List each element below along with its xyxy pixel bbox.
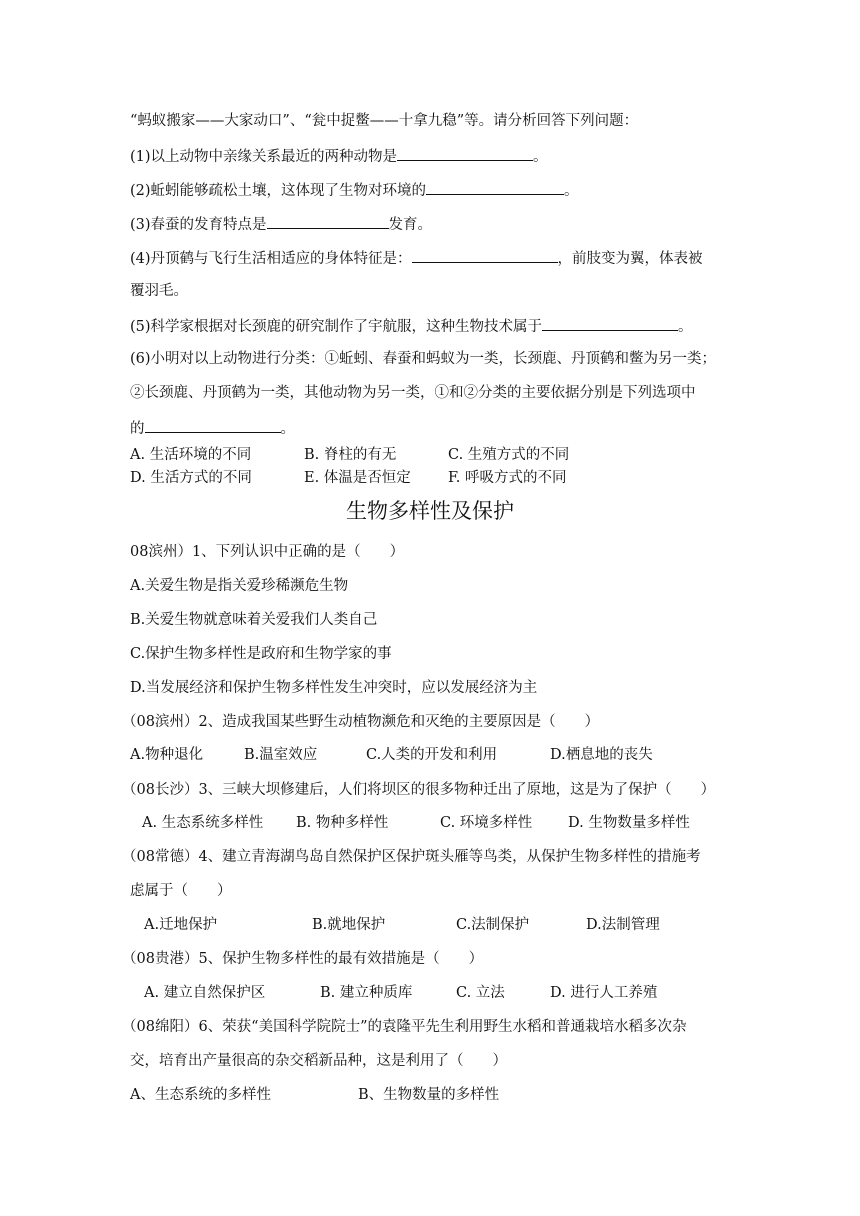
q6-option-b: B. 脊柱的有无 <box>304 447 397 463</box>
s1-option-a: A.关爱生物是指关爱珍稀濒危生物 <box>130 578 349 594</box>
question-2-end: 。 <box>564 183 579 199</box>
s5-option-b: B. 建立种质库 <box>320 985 413 1001</box>
s5-option-c: C. 立法 <box>456 985 505 1001</box>
s1-option-c: C.保护生物多样性是政府和生物学家的事 <box>130 646 392 662</box>
section-title: 生物多样性及保护 <box>346 499 514 523</box>
question-6-text: 的 <box>130 421 145 437</box>
answer-blank-6[interactable] <box>145 418 281 433</box>
question-1 <box>130 146 548 166</box>
s4-option-c: C.法制保护 <box>456 917 530 933</box>
s2-option-d: D.栖息地的丧失 <box>550 747 653 763</box>
s4-option-a: A.迁地保护 <box>144 917 218 933</box>
q6-option-e: E. 体温是否恒定 <box>304 470 411 486</box>
q6-option-c: C. 生殖方式的不同 <box>448 447 570 463</box>
answer-blank-5[interactable] <box>542 316 678 331</box>
question-4-text-cont: ，前肢变为翼，体表被 <box>557 251 703 267</box>
s3-stem: （08长沙）3、三峡大坝修建后，人们将坝区的很多物种迁出了原地，这是为了保护（ ） <box>122 782 716 798</box>
answer-blank-1[interactable] <box>397 146 533 161</box>
s3-option-b: B. 物种多样性 <box>296 815 389 831</box>
q6-option-f: F. 呼吸方式的不同 <box>448 470 567 486</box>
s2-stem: （08滨州）2、造成我国某些野生动植物濒危和灭绝的主要原因是（ ） <box>122 714 600 730</box>
question-1-text: (1)以上动物中亲缘关系最近的两种动物是 <box>130 149 398 165</box>
question-2 <box>130 180 579 200</box>
question-1-end: 。 <box>533 149 548 165</box>
q6-option-d: D. 生活方式的不同 <box>130 470 252 486</box>
question-5 <box>130 316 693 336</box>
question-3-text: (3)春蚕的发育特点是 <box>130 217 267 233</box>
question-5-text: (5)科学家根据对长颈鹿的研究制作了宇航服，这种生物技术属于 <box>130 319 543 335</box>
question-6-end: 。 <box>280 421 295 437</box>
question-4-line-2: 覆羽毛。 <box>130 283 188 299</box>
question-4 <box>130 248 703 268</box>
s1-stem: 08滨州）1、下列认识中正确的是（ ） <box>130 544 405 560</box>
s2-option-a: A.物种退化 <box>130 747 204 763</box>
s6-option-b: B、生物数量的多样性 <box>358 1087 500 1103</box>
answer-blank-3[interactable] <box>267 214 389 229</box>
s3-option-c: C. 环境多样性 <box>440 815 533 831</box>
question-5-end: 。 <box>678 319 693 335</box>
s3-option-a: A. 生态系统多样性 <box>142 815 264 831</box>
question-6-line-2: ②长颈鹿、丹顶鹤为一类，其他动物为另一类，①和②分类的主要依据分别是下列选项中 <box>130 385 696 401</box>
question-6-line-3 <box>130 418 295 438</box>
question-3-end: 发育。 <box>388 217 433 233</box>
s5-stem: （08贵港）5、保护生物多样性的最有效措施是（ ） <box>122 951 484 967</box>
q6-option-a: A. 生活环境的不同 <box>130 447 252 463</box>
s4-option-b: B.就地保护 <box>312 917 386 933</box>
s4-stem-line-2: 虑属于（ ） <box>130 883 232 899</box>
s6-stem-line-2: 交，培育出产量很高的杂交稻新品种，这是利用了（ ） <box>130 1053 507 1069</box>
s2-option-b: B.温室效应 <box>244 747 318 763</box>
s5-option-a: A. 建立自然保护区 <box>144 985 266 1001</box>
s4-stem-line-1: （08常德）4、建立青海湖鸟岛自然保护区保护斑头雁等鸟类，从保护生物多样性的措施考 <box>122 849 701 865</box>
s4-option-d: D.法制管理 <box>586 917 660 933</box>
s2-option-c: C.人类的开发和利用 <box>366 747 498 763</box>
question-4-text: (4)丹顶鹤与飞行生活相适应的身体特征是： <box>130 251 412 267</box>
answer-blank-4[interactable] <box>412 248 558 263</box>
s5-option-d: D. 进行人工养殖 <box>550 985 658 1001</box>
s6-option-a: A、生态系统的多样性 <box>130 1087 271 1103</box>
s1-option-b: B.关爱生物就意味着关爱我们人类自己 <box>130 612 378 628</box>
question-3 <box>130 214 432 234</box>
intro-text: “蚂蚁搬家——大家动口”、“瓮中捉鳖——十拿九稳”等。请分析回答下列问题： <box>130 113 639 129</box>
s3-option-d: D. 生物数量多样性 <box>568 815 690 831</box>
s6-stem-line-1: （08绵阳）6、荣获“美国科学院院士”的袁隆平先生利用野生水稻和普通栽培水稻多次杂 <box>122 1019 687 1035</box>
answer-blank-2[interactable] <box>426 180 564 195</box>
s1-option-d: D.当发展经济和保护生物多样性发生冲突时，应以发展经济为主 <box>130 680 538 696</box>
question-6-line-1: (6)小明对以上动物进行分类：①蚯蚓、春蚕和蚂蚁为一类，长颈鹿、丹顶鹤和鳖为另一类； <box>130 351 717 367</box>
question-2-text: (2)蚯蚓能够疏松土壤，这体现了生物对环境的 <box>130 183 427 199</box>
